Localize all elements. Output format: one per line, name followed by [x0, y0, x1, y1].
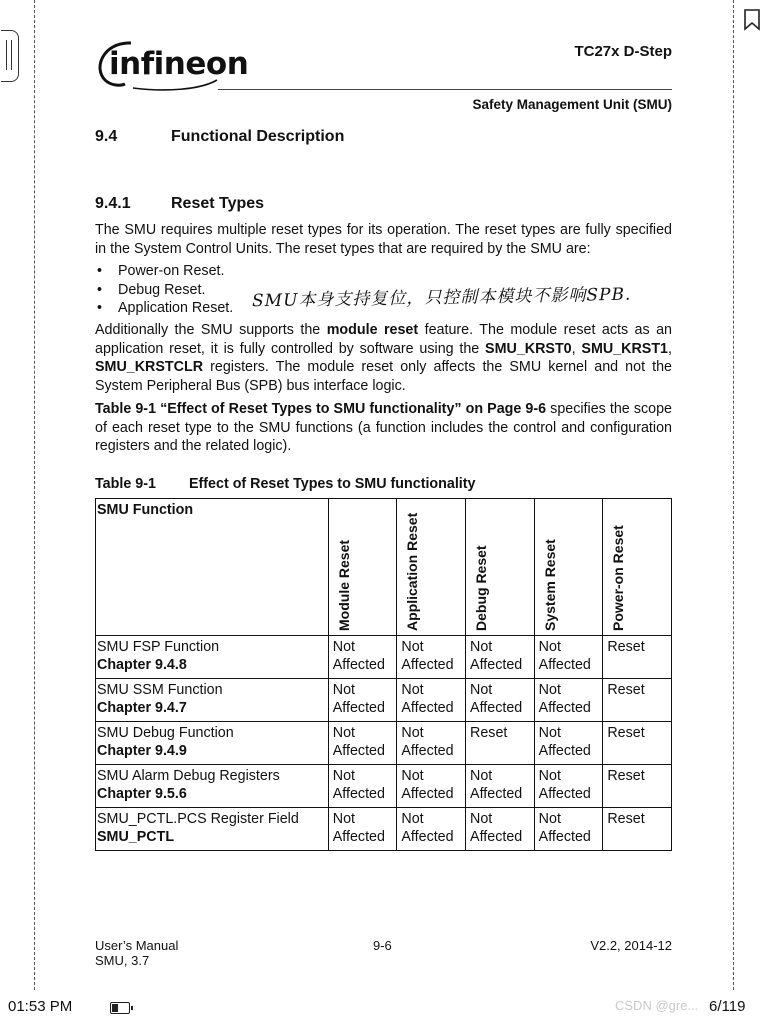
cell-value: Reset [470, 725, 508, 741]
table-cell [534, 808, 603, 851]
table-cell [466, 722, 535, 765]
header-rule [218, 89, 672, 90]
infineon-logo [95, 36, 249, 96]
table-header-row [96, 499, 672, 636]
chapter-reference: Chapter 9.4.9 [97, 743, 187, 759]
register-name: SMU_KRSTCLR [95, 359, 204, 376]
chapter-reference: Chapter 9.4.8 [97, 657, 187, 673]
cell-value: Not Affected [538, 639, 591, 673]
cell-value: Not Affected [538, 725, 591, 759]
cell-value: Not Affected [538, 768, 591, 802]
table-cell [397, 636, 466, 679]
column-label: Power-on Reset [610, 525, 627, 631]
function-cell [96, 765, 329, 808]
function-cell [96, 679, 329, 722]
cell-value: Not Affected [538, 811, 591, 845]
function-name: SMU_PCTL.PCS Register Field [97, 811, 299, 827]
column-header-system-reset [534, 499, 603, 636]
footer-doc-version: V2.2, 2014-12 [590, 938, 672, 953]
register-name: SMU_KRST1 [581, 340, 668, 357]
document-title: TC27x D-Step [574, 43, 672, 60]
cell-value: Not Affected [332, 768, 385, 802]
cell-value: Not Affected [401, 811, 454, 845]
intro-paragraph: The SMU requires multiple reset types for its operation. The reset types are fully specified in the System Control Units. The reset types that are required by the SMU are: [95, 222, 672, 257]
table-cell [328, 679, 397, 722]
bookmark-icon[interactable] [742, 8, 762, 32]
table-row [96, 722, 672, 765]
cell-value: Not Affected [538, 682, 591, 716]
function-name: SMU Alarm Debug Registers [97, 768, 280, 784]
cell-value: Not Affected [332, 725, 385, 759]
cell-value: Not Affected [332, 811, 385, 845]
table-cell [397, 722, 466, 765]
list-item: • Application Reset. [95, 299, 233, 318]
column-label: Debug Reset [473, 545, 490, 631]
column-label: Application Reset [404, 512, 421, 631]
cell-value: Reset [607, 639, 645, 655]
side-panel-handle-icon[interactable] [1, 30, 19, 82]
subsection-title: Reset Types [171, 195, 265, 212]
function-name: SMU SSM Function [97, 682, 223, 698]
bold-term: module reset [326, 322, 419, 338]
logo-wordmark: infineon [109, 46, 249, 82]
chapter-reference: SMU_PCTL [97, 829, 175, 845]
left-dashed-margin [34, 0, 35, 990]
cell-value: Not Affected [401, 639, 454, 673]
page-indicator[interactable]: 6/119 [709, 998, 746, 1015]
battery-icon [110, 1002, 130, 1014]
table-cell [397, 765, 466, 808]
table-cell [397, 808, 466, 851]
list-item: • Power-on Reset. [95, 262, 233, 281]
function-cell [96, 636, 329, 679]
table-title: Effect of Reset Types to SMU functionality [189, 476, 476, 492]
table-cell [603, 722, 672, 765]
cell-value: Reset [607, 811, 645, 827]
text-run: Additionally the SMU supports the [95, 322, 327, 338]
subsection-heading [95, 195, 264, 213]
table-cell [466, 808, 535, 851]
table-cell [466, 636, 535, 679]
text-run: , [571, 340, 582, 357]
table-cell [328, 765, 397, 808]
footer-manual-title: User’s Manual [95, 938, 179, 953]
cell-value: Not Affected [470, 768, 523, 802]
column-header-debug-reset [466, 499, 535, 636]
running-section-header: Safety Management Unit (SMU) [472, 97, 672, 112]
table-cell [603, 808, 672, 851]
table-cell [397, 679, 466, 722]
subsection-number: 9.4.1 [95, 195, 131, 212]
section-number: 9.4 [95, 128, 118, 145]
text-run: feature. The module reset acts as an application reset, it is fully controlled by software using the [95, 322, 672, 357]
table-cell [534, 679, 603, 722]
cell-value: Not Affected [401, 768, 454, 802]
table-number: Table 9-1 [95, 476, 156, 492]
chapter-reference: Chapter 9.5.6 [97, 786, 187, 802]
cell-value: Reset [607, 682, 645, 698]
table-row [96, 808, 672, 851]
table-caption [95, 476, 476, 492]
footer-page-number: 9-6 [373, 938, 392, 953]
table-cell [466, 679, 535, 722]
table-row [96, 636, 672, 679]
table-cell [466, 765, 535, 808]
cell-value: Not Affected [470, 639, 523, 673]
table-cell [328, 808, 397, 851]
table-cell [603, 765, 672, 808]
column-label: System Reset [541, 539, 558, 631]
text-run: specifies the scope of each reset type to the SMU functions (a function includes the control and configuration registers and the related logic). [95, 401, 672, 455]
function-cell [96, 722, 329, 765]
table-cell [603, 636, 672, 679]
table-cell [534, 765, 603, 808]
reset-effect-table [95, 498, 672, 851]
function-cell [96, 808, 329, 851]
column-header-power-on-reset [603, 499, 672, 636]
cell-value: Not Affected [401, 725, 454, 759]
section-heading [95, 128, 344, 146]
register-name: SMU_KRST0 [485, 340, 572, 357]
function-name: SMU FSP Function [97, 639, 220, 655]
table-cell [328, 636, 397, 679]
table-cell [534, 722, 603, 765]
module-reset-paragraph [95, 321, 672, 395]
section-title: Functional Description [171, 128, 345, 145]
cell-value: Not Affected [470, 682, 523, 716]
footer-manual-info [95, 938, 178, 968]
table-cell [534, 636, 603, 679]
chapter-reference: Chapter 9.4.7 [97, 700, 187, 716]
function-name: SMU Debug Function [97, 725, 234, 741]
footer-manual-version: SMU, 3.7 [95, 953, 150, 968]
function-column-header: SMU Function [96, 499, 329, 636]
table-row [96, 679, 672, 722]
watermark-text: CSDN @gre... [615, 998, 699, 1013]
column-label: Module Reset [335, 539, 352, 631]
cell-value: Not Affected [401, 682, 454, 716]
cell-value: Not Affected [332, 639, 385, 673]
cell-value: Not Affected [332, 682, 385, 716]
column-header-application-reset [397, 499, 466, 636]
table-cell [328, 722, 397, 765]
cell-value: Reset [607, 768, 645, 784]
text-run: registers. The module reset only affects the SMU kernel and not the System Peripheral Bus (SPB) bus interface logic. [95, 359, 672, 394]
table-row [96, 765, 672, 808]
cell-value: Reset [607, 725, 645, 741]
cell-value: Not Affected [470, 811, 523, 845]
table-cross-reference-link[interactable]: Table 9-1 “Effect of Reset Types to SMU functionality” on Page 9-6 [95, 401, 547, 417]
reset-types-list [95, 262, 233, 318]
column-header-module-reset [328, 499, 397, 636]
status-time: 01:53 PM [8, 998, 73, 1015]
text-run: , [668, 340, 672, 357]
handwritten-annotation: SMU本身支持复位，只控制本模块不影响SPB. [251, 284, 632, 312]
table-reference-paragraph [95, 400, 672, 456]
list-item: • Debug Reset. [95, 281, 233, 300]
table-cell [603, 679, 672, 722]
right-dashed-margin [733, 0, 734, 990]
